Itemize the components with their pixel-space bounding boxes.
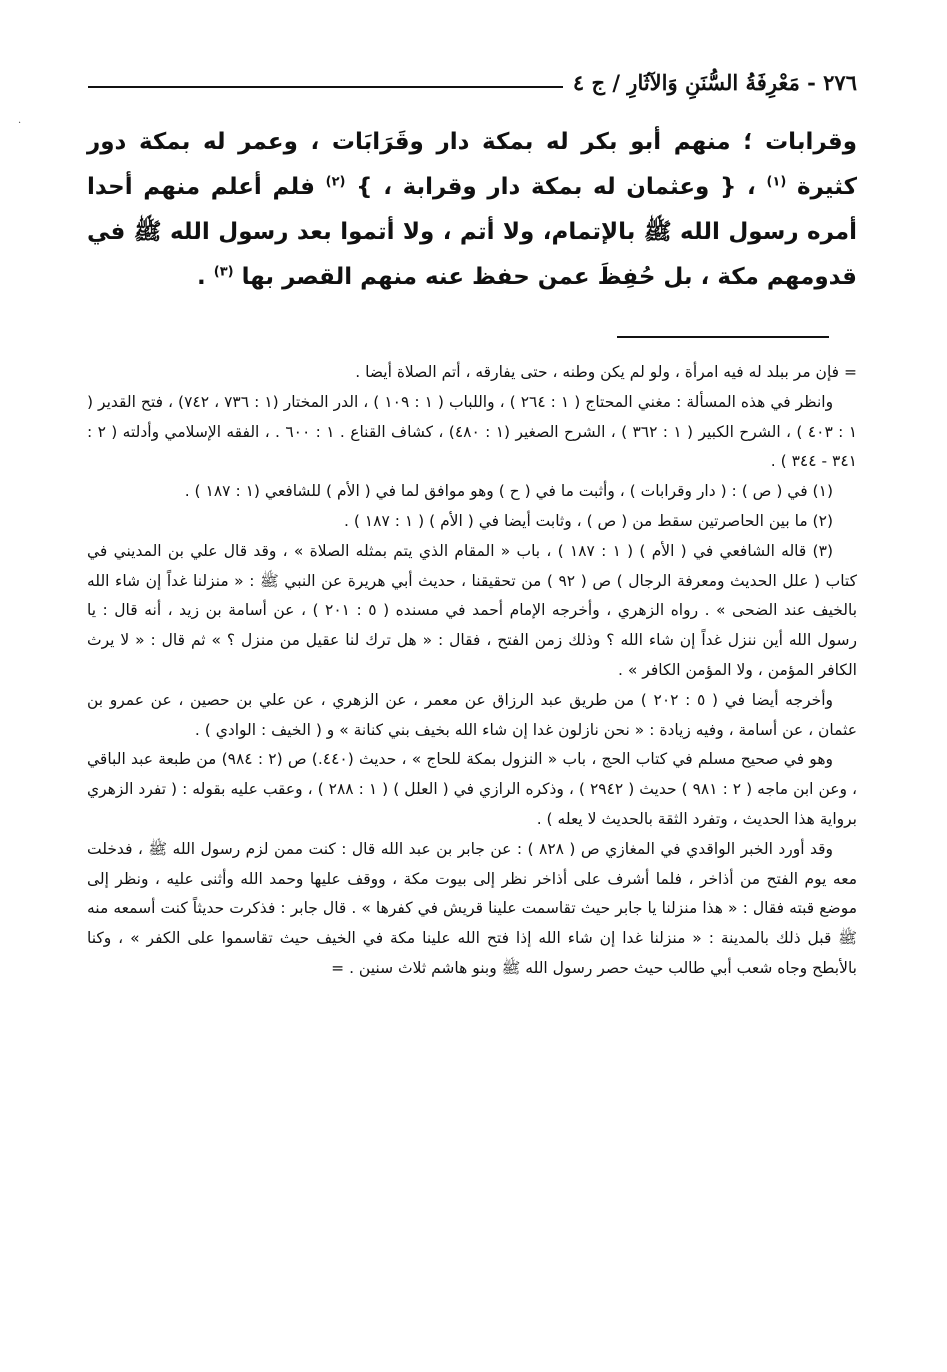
- footnote-marker-1: (١): [766, 174, 787, 190]
- header-rule: [88, 86, 563, 88]
- footnote-3: (٣) قاله الشافعي في ( الأم ) ( ١ : ١٨٧ ) ، باب « المقام الذي يتم بمثله الصلاة » ، وقد قال علي بن المديني في كتاب ( علل الحديث ومعرفة الرجال ) ص ( ٩٢ ) من تحقيقنا ، حديث أبي هريرة عن النبي ﷺ : « منزلنا غداً إن شاء الله بالخيف عند الضحى » . رواه الزهري ، وأخرجه الإمام أحمد في مسنده ( ٥ : ٢٠١ ) ، عن أسامة بن زيد ، أنه قال : يا رسول الله أين ننزل غداً إن شاء الله ؟ وذلك زمن الفتح ، فقال : « هل ترك لنا عقيل من منزل ؟ » ثم قال : « لا يرث الكافر المؤمن ، ولا المؤمن الكافر » .: [87, 541, 858, 679]
- footnote-2: (٢) ما بين الحاصرتين سقط من ( ص ) ، وثابت أيضا في ( الأم ) ( ١ : ١٨٧ ) .: [343, 511, 833, 530]
- scan-speck: ·: [18, 118, 22, 129]
- main-text-part-3: فلم أعلم منهم أحدا أمره رسول الله ﷺ بالإتمام، ولا أتم ، ولا أتموا بعد رسول الله ﷺ في قدومهم مكة ، بل حُفِظَ عمن حفظ عنه منهم القصر بها: [87, 174, 857, 290]
- main-paragraph: [87, 120, 857, 300]
- footnote-3-musnad: وأخرجه أيضا في ( ٥ : ٢٠٢ ) من طريق عبد الرزاق عن معمر ، عن الزهري ، عن علي بن حصين ، عن عمرو بن عثمان ، عن أسامة ، وفيه زيادة : « نحن نازلون غدا إن شاء الله بخيف بني كنانة » و ( الخيف : الوادي ) .: [87, 690, 857, 739]
- header-title: ٢٧٦ - مَعْرِفَةُ السُّنَنِ وَالآثَارِ / ج ٤: [572, 70, 857, 95]
- footnote-marker-3: (٣): [213, 264, 234, 280]
- footnote-separator: [617, 336, 829, 338]
- footnote-continuation: = فإن مر ببلد له فيه امرأة ، ولو لم يكن وطنه ، حتى يفارقه ، أتم الصلاة أيضا .: [355, 363, 857, 381]
- main-text-end: .: [196, 264, 206, 290]
- footnote-references: وانظر في هذه المسألة : مغني المحتاج ( ١ : ٢٦٤ ) ، واللباب ( ١ : ١٠٩ ) ، الدر المختار (١ : ٧٣٦ ، ٧٤٢) ، فتح القدير ( ١ : ٤٠٣ ) ، الشرح الكبير ( ١ : ٣٦٢ ) ، الشرح الصغير (١ : ٤٨٠) ، كشاف القناع . ١ : ٦٠٠ . ، الفقه الإسلامي وأدلته ( ٢ : ٣٤١ - ٣٤٤ ) .: [87, 392, 858, 471]
- main-text-part-2: ، { وعثمان له بمكة دار وقرابة ، }: [356, 174, 756, 200]
- main-text: [87, 120, 857, 300]
- footnotes: [87, 358, 857, 984]
- footnote-3-waqidi: وقد أورد الخبر الواقدي في المغازي ص ( ٨٢٨ ) : عن جابر بن عبد الله قال : كنت ممن لزم رسول الله ﷺ ، فدخلت معه يوم الفتح من أذاخر ، فلما أشرف على أذاخر نظر إلى بيوت مكة ، ووقف عليها وحمد الله وأثنى عليه ، ونظر إلى موضع قبته فقال : « هذا منزلنا يا جابر حيث تقاسمت علينا قريش في كفرها » . قال جابر : فذكرت حديثاً كنت أسمعه منه ﷺ قبل ذلك بالمدينة : « منزلنا غدا إن شاء الله إذا فتح الله علينا مكة في الخيف حيث تقاسموا على الكفر » ، وكنا بالأبطح وجاه شعب أبي طالب حيث حصر رسول الله ﷺ وبنو هاشم ثلاث سنين . =: [87, 839, 857, 977]
- main-text-part-1: وقرابات ؛ منهم أبو بكر له بمكة دار وقَرَابَات ، وعمر له بمكة دور كثيرة: [87, 129, 858, 200]
- running-header: [88, 70, 857, 95]
- footnote-marker-2: (٢): [325, 174, 346, 190]
- footnote-1: (١) في ( ص ) : ( دار وقرابات ) ، وأثبت ما في ( ح ) وهو موافق لما في ( الأم ) للشافعي (١ : ١٨٧ ) .: [184, 482, 833, 501]
- footnote-3-muslim: وهو في صحيح مسلم في كتاب الحج ، باب « النزول بمكة للحاج » ، حديث (٤٤٠.) ص (٢ : ٩٨٤) من طبعة عبد الباقي ، وعن ابن ماجه ( ٢ : ٩٨١ ) حديث ( ٢٩٤٢ ) ، وذكره الرازي في ( العلل ) ( ١ : ٢٨٨ ) ، وعقب عليه بقوله : ( تفرد الزهري برواية هذا الحديث ، وتفرد الثقة بالحديث لا يعله ) .: [87, 750, 858, 828]
